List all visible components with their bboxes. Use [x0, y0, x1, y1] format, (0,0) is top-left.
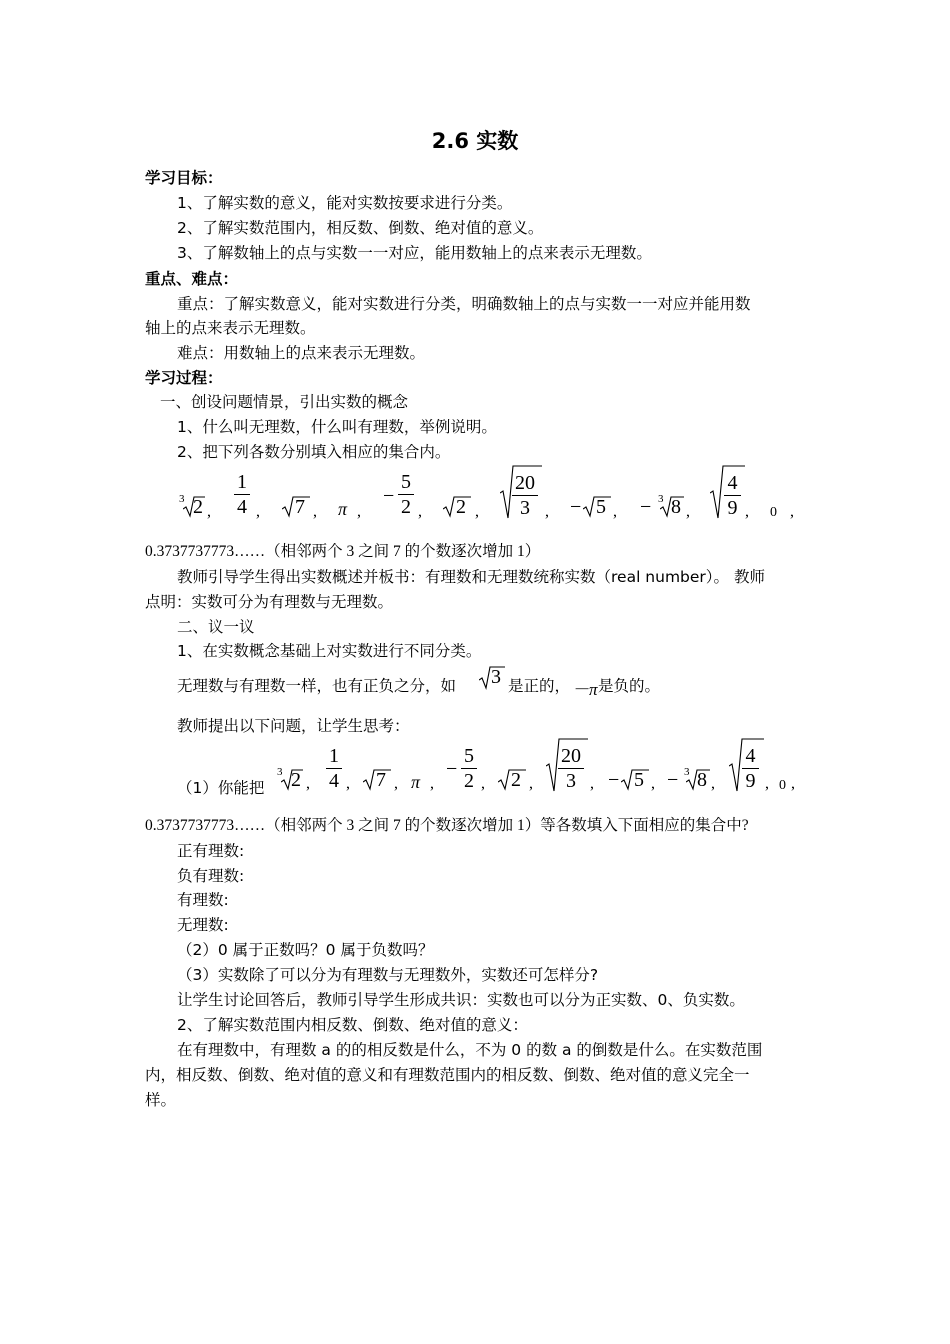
fraction [461, 745, 477, 792]
radicand: 2 [193, 496, 203, 518]
denominator: 4 [237, 496, 247, 518]
cube-root-index: 3 [179, 493, 185, 505]
key-point-line-1: 重点：了解实数意义，能对实数进行分类，明确数轴上的点与实数一一对应并能用数 [177, 295, 751, 313]
comma: , [481, 775, 485, 792]
fraction [512, 472, 538, 519]
fraction [326, 745, 342, 792]
radicand: 2 [511, 769, 521, 791]
process-heading: 学习过程： [145, 369, 223, 387]
radicand: 7 [295, 496, 305, 518]
denominator: 2 [464, 770, 474, 792]
comma: , [790, 503, 794, 520]
zero: 0 [770, 505, 777, 520]
zero: 0 [779, 778, 786, 793]
negative-pi: －π [572, 680, 598, 699]
cube-root-index: 3 [277, 766, 283, 778]
fraction-bar [512, 495, 538, 496]
comma: , [745, 503, 749, 520]
comma: , [686, 503, 690, 520]
denominator: 9 [745, 770, 756, 792]
comma: , [545, 503, 549, 520]
radicand: 8 [697, 769, 707, 791]
comma: , [256, 503, 260, 520]
numerator: 5 [464, 745, 474, 767]
comma: , [711, 775, 715, 792]
paragraph-line-2: 内，相反数、倒数、绝对值的意义和有理数范围内的相反数、倒数、绝对值的意义完全一 [145, 1066, 750, 1084]
sign-sentence-end: 是负的。 [598, 677, 661, 695]
decimal-note-2: 0.3737737773……（相邻两个 3 之间 7 的个数逐次增加 1）等各数填入下面相应的集合中? [145, 817, 749, 834]
fraction-bar [724, 495, 741, 496]
fraction-bar [461, 768, 477, 769]
set-negative-rational: 负有理数: [177, 867, 245, 885]
fraction-bar [398, 494, 414, 495]
goal-item-3: 3、了解数轴上的点与实数一一对应，能用数轴上的点来表示无理数。 [177, 244, 652, 262]
minus-sign: − [640, 496, 652, 518]
fraction [558, 745, 584, 792]
question-intro: （1）你能把 [177, 779, 265, 797]
denominator: 2 [401, 496, 411, 518]
minus-sign: − [383, 485, 395, 507]
comma: , [529, 775, 533, 792]
numerator: 20 [515, 472, 535, 494]
numerator: 20 [561, 745, 581, 767]
set-positive-rational: 正有理数: [177, 842, 245, 860]
teacher-line-1: 教师引导学生得出实数概述并板书：有理数和无理数统称实数（real number）。 教师 [177, 568, 765, 586]
minus-sign: − [608, 769, 620, 791]
question-1: 1、什么叫无理数，什么叫有理数，举例说明。 [177, 418, 497, 436]
fraction-bar [558, 768, 584, 769]
comma: , [613, 503, 617, 520]
radicand: 5 [596, 496, 606, 518]
set-irrational: 无理数: [177, 916, 229, 934]
denominator: 3 [520, 497, 530, 519]
fraction [724, 472, 741, 519]
fraction-bar [326, 768, 342, 769]
teacher-question: 教师提出以下问题，让学生思考： [177, 717, 410, 735]
numerator: 5 [401, 471, 411, 493]
comma: , [394, 775, 398, 792]
comma: , [418, 503, 422, 520]
comma: , [791, 775, 795, 792]
comma: , [357, 503, 361, 520]
section-2-heading: 二、议一议 [177, 618, 255, 636]
numerator: 4 [745, 745, 756, 767]
denominator: 3 [566, 770, 576, 792]
sign-sentence-start: 无理数与有理数一样，也有正负之分，如 [177, 677, 457, 695]
numerator: 4 [727, 472, 738, 494]
question-2-zero: （2）0 属于正数吗？0 属于负数吗？ [177, 941, 434, 959]
question-2: 2、把下列各数分别填入相应的集合内。 [177, 443, 451, 461]
minus-sign: − [446, 758, 458, 780]
cube-root-index: 3 [658, 493, 664, 505]
radicand: 3 [491, 666, 501, 688]
key-point-line-2: 轴上的点来表示无理数。 [145, 319, 316, 337]
denominator: 4 [329, 770, 339, 792]
comma: , [207, 503, 211, 520]
paragraph-line-3: 样。 [145, 1091, 177, 1109]
set-rational: 有理数: [177, 891, 229, 909]
comma: , [306, 775, 310, 792]
keypoints-heading: 重点、难点： [145, 270, 239, 288]
fraction [742, 745, 759, 792]
teacher-line-2: 点明：实数可分为有理数与无理数。 [145, 593, 394, 611]
comma: , [346, 775, 350, 792]
minus-sign: − [570, 496, 582, 518]
discussion-line: 让学生讨论回答后，教师引导学生形成共识：实数也可以分为正实数、0、负实数。 [177, 991, 745, 1009]
section-1-heading: 一、创设问题情景，引出实数的概念 [160, 393, 409, 411]
pi-symbol: π [338, 499, 348, 519]
cube-root-index: 3 [684, 766, 690, 778]
goal-item-2: 2、了解实数范围内，相反数、倒数、绝对值的意义。 [177, 219, 544, 237]
radicand: 5 [634, 769, 644, 791]
comma: , [313, 503, 317, 520]
goal-item-1: 1、了解实数的意义，能对实数按要求进行分类。 [177, 194, 513, 212]
denominator: 9 [727, 497, 738, 519]
radicand: 7 [376, 769, 386, 791]
fraction-bar [742, 768, 759, 769]
decimal-note: 0.3737737773……（相邻两个 3 之间 7 的个数逐次增加 1） [145, 543, 541, 560]
difficulty-line: 难点：用数轴上的点来表示无理数。 [177, 344, 426, 362]
section-2-question-1: 1、在实数概念基础上对实数进行不同分类。 [177, 642, 482, 660]
question-3-classify: （3）实数除了可以分为有理数与无理数外，实数还可怎样分? [177, 966, 599, 984]
comma: , [765, 775, 769, 792]
page-title: 2.6 实数 [431, 129, 519, 153]
radicand: 2 [291, 769, 301, 791]
section-2-question-2: 2、了解实数范围内相反数、倒数、绝对值的意义： [177, 1016, 528, 1034]
comma: , [651, 775, 655, 792]
fraction [234, 471, 250, 518]
paragraph-line-1: 在有理数中，有理数 a 的的相反数是什么，不为 0 的数 a 的倒数是什么。在实数范围 [177, 1041, 763, 1059]
sign-sentence-mid: 是正的， [508, 677, 571, 695]
fraction [398, 471, 414, 518]
pi-symbol: π [411, 772, 421, 792]
comma: , [475, 503, 479, 520]
radicand: 2 [456, 496, 466, 518]
numerator: 1 [237, 471, 247, 493]
comma: , [430, 775, 434, 792]
radicand: 8 [671, 496, 681, 518]
goals-heading: 学习目标： [145, 169, 223, 187]
minus-sign: − [667, 769, 679, 791]
numerator: 1 [329, 745, 339, 767]
fraction-bar [234, 494, 250, 495]
comma: , [590, 775, 594, 792]
